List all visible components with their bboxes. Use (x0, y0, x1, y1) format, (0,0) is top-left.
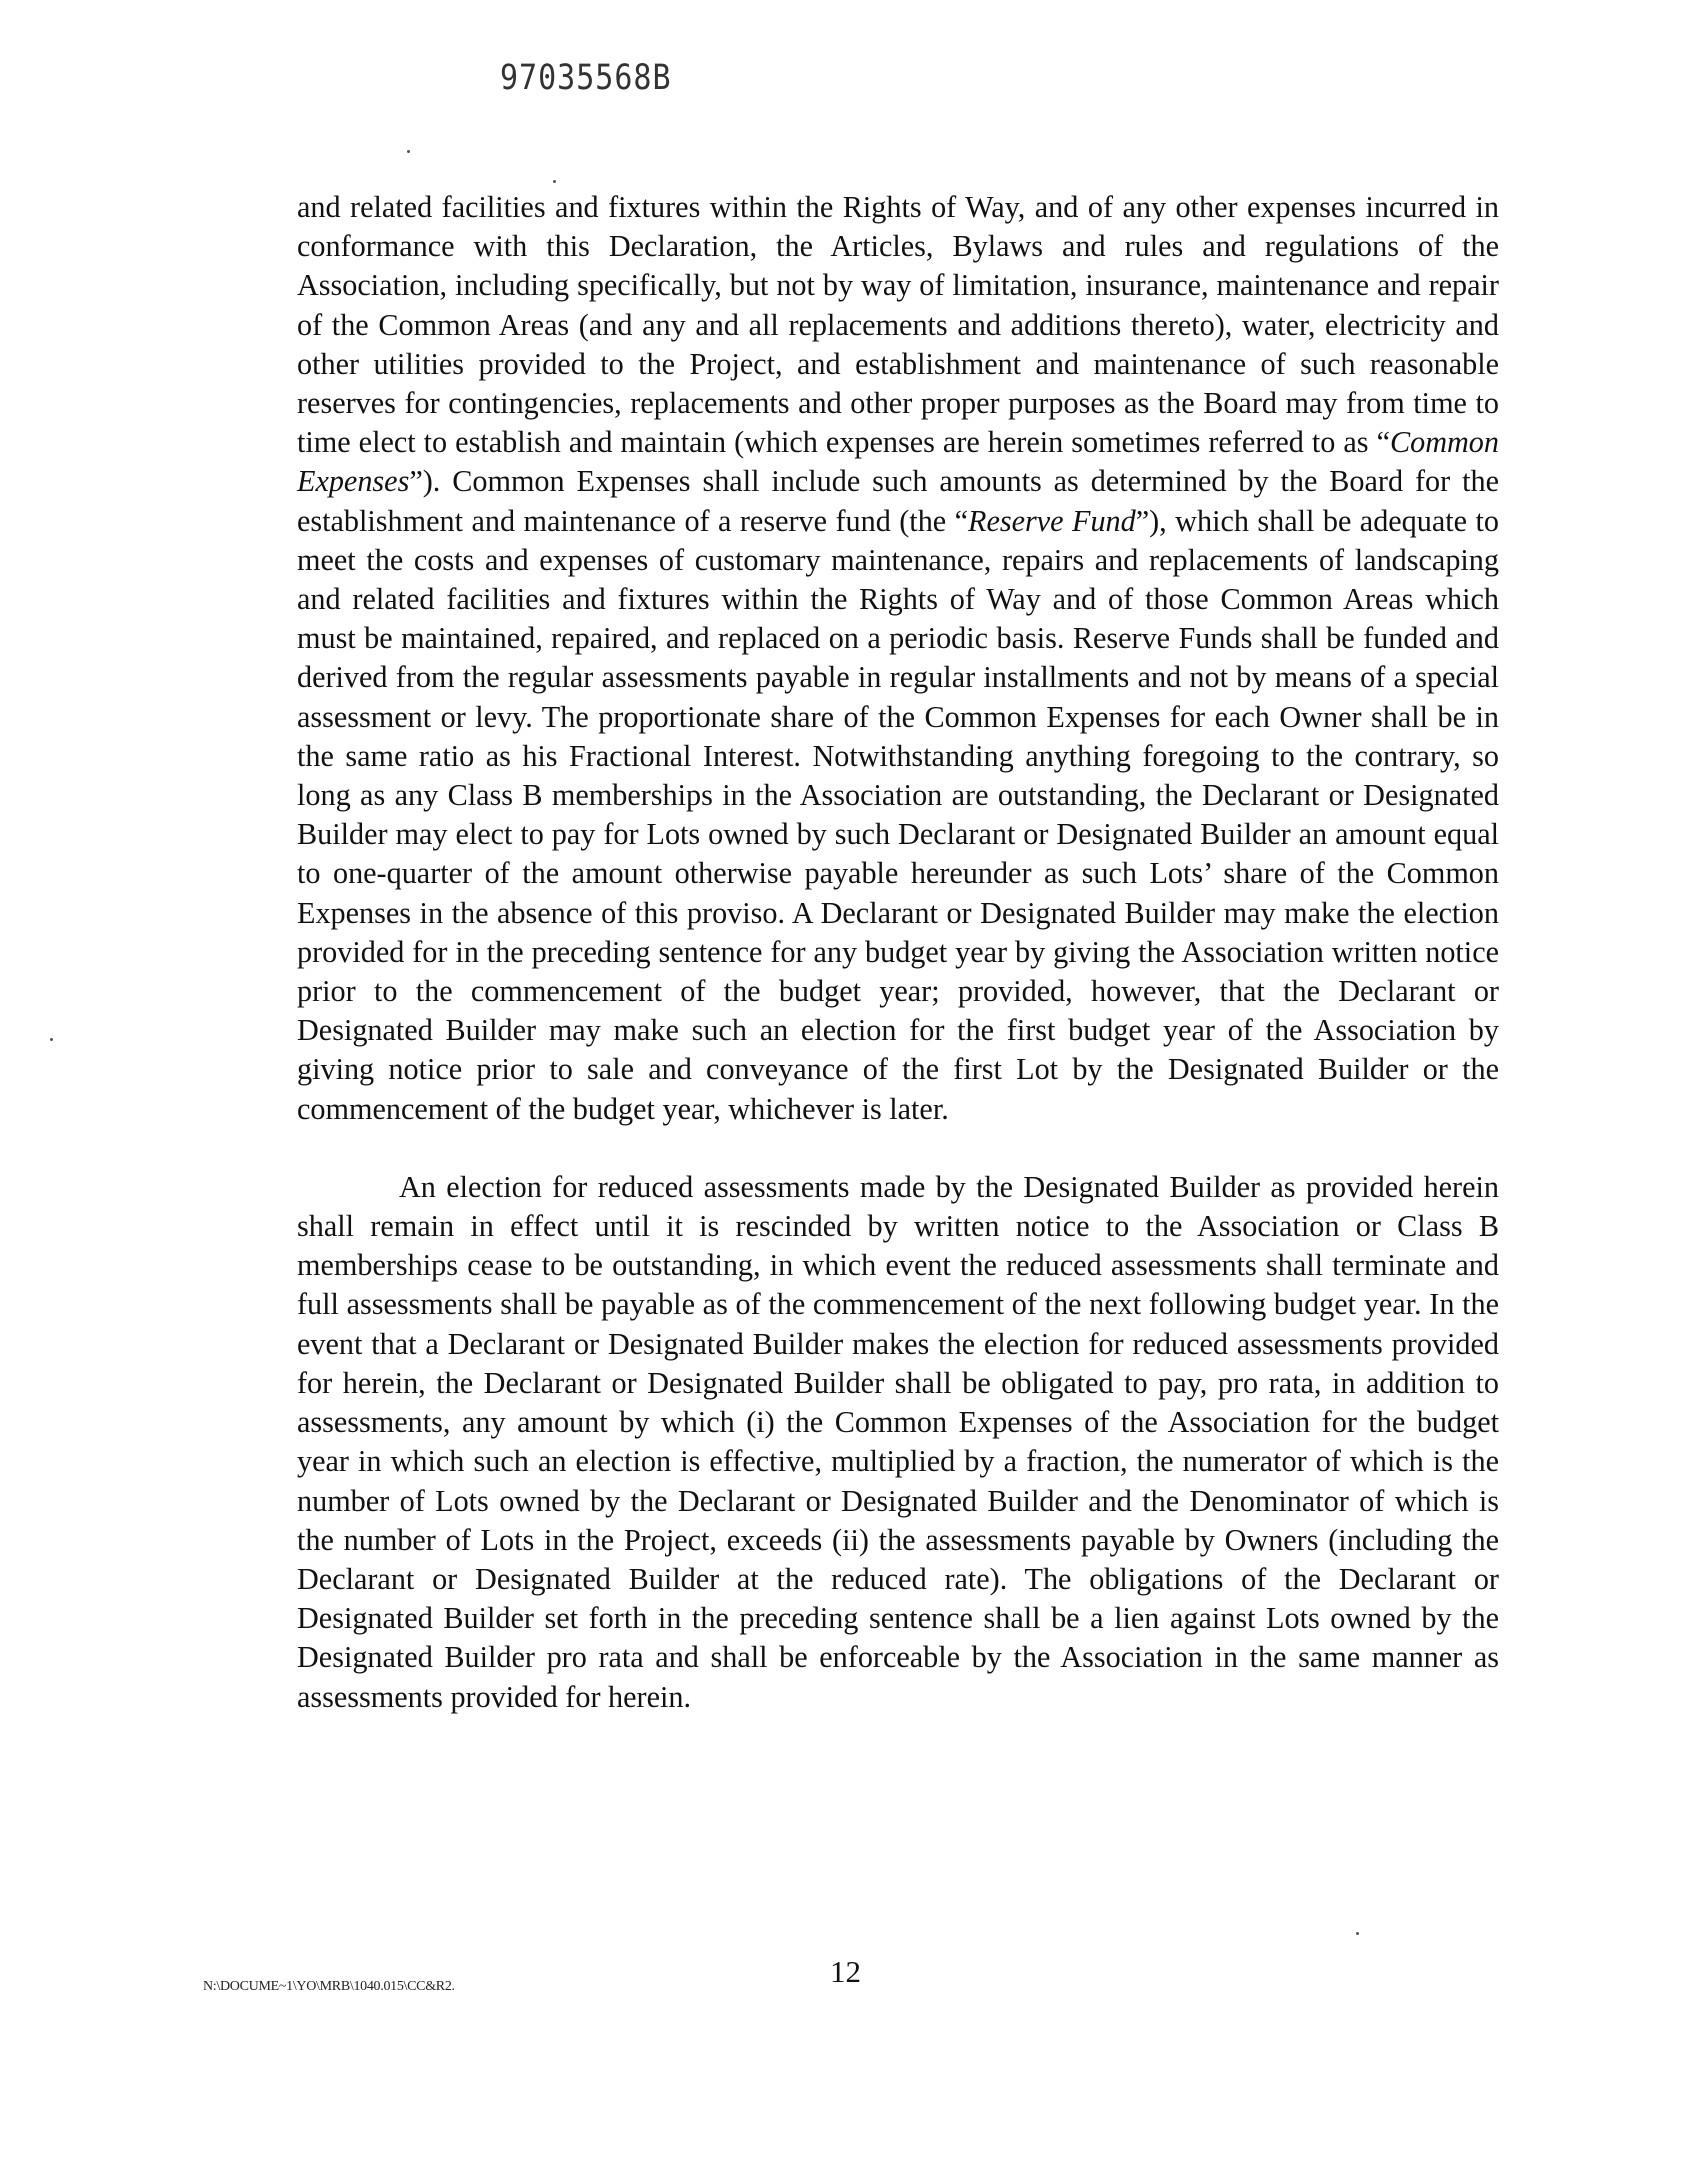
paragraph-text: ”), which shall be adequate to meet the costs and expenses of customary maintenance, repairs and replacements of landscaping and related facilities and fixtures within the Rights of Way and of those Common Areas which must be maintained, repaired, and replaced on a periodic basis. Reserve Funds shall be funded and derived from the regular assessments payable in regular installments and not by means of a special assessment or levy. The proportionate share of the Common Expenses for each Owner shall be in the same ratio as his Fractional Interest. Notwithstanding anything foregoing to the contrary, so long as any Class B memberships in the Association are outstanding, the Declarant or Designated Builder may elect to pay for Lots owned by such Declarant or Designated Builder an amount equal to one-quarter of the amount otherwise payable hereunder as such Lots’ share of the Common Expenses in the absence of this proviso. A Declarant or Designated Builder may make the election provided for in the preceding sentence for any budget year by giving the Association written notice prior to the commencement of the budget year; provided, however, that the Declarant or Designated Builder may make such an election for the first budget year of the Association by giving notice prior to sale and conveyance of the first Lot by the Designated Builder or the commencement of the budget year, whichever is later. (297, 503, 1499, 1126)
document-number-stamp: 97035568B (500, 58, 672, 99)
scan-speck (407, 150, 410, 153)
defined-term: Common Expenses (297, 425, 1499, 499)
defined-term: Reserve Fund (968, 503, 1136, 538)
scan-speck (1356, 1932, 1359, 1935)
paragraph-text: and related facilities and fixtures within the Rights of Way, and of any other expenses incurred in conformance with this Declaration, the Articles, Bylaws and rules and regulations of the Association, including specifically, but not by way of limitation, insurance, maintenance and repair of the Common Areas (and any and all replacements and additions thereto), water, electricity and other utilities provided to the Project, and establishment and maintenance of such reasonable reserves for contingencies, replacements and other proper purposes as the Board may from time to time elect to establish and maintain (which expenses are herein sometimes referred to as “ (297, 190, 1499, 460)
page-number: 12 (830, 1954, 861, 1989)
paragraph-text: ”). Common Expenses shall include such amounts as determined by the Board for the establishment and maintenance of a reserve fund (the “ (297, 464, 1499, 538)
scan-speck (553, 180, 556, 183)
body-text (297, 188, 1499, 1717)
footer-file-path: N:\DOCUME~1\YO\MRB\1040.015\CC&R2. (203, 1979, 455, 1994)
scan-speck (50, 1038, 53, 1041)
paragraph-common-expenses (297, 188, 1499, 1129)
paragraph-reduced-assessments: An election for reduced assessments made by the Designated Builder as provided herein shall remain in effect until it is rescinded by written notice to the Association or Class B memberships cease to be outstanding, in which event the reduced assessments shall terminate and full assessments shall be payable as of the commencement of the next following budget year. In the event that a Declarant or Designated Builder makes the election for reduced assessments provided for herein, the Declarant or Designated Builder shall be obligated to pay, pro rata, in addition to assessments, any amount by which (i) the Common Expenses of the Association for the budget year in which such an election is effective, multiplied by a fraction, the numerator of which is the number of Lots owned by the Declarant or Designated Builder and the Denominator of which is the number of Lots in the Project, exceeds (ii) the assessments payable by Owners (including the Declarant or Designated Builder at the reduced rate). The obligations of the Declarant or Designated Builder set forth in the preceding sentence shall be a lien against Lots owned by the Designated Builder pro rata and shall be enforceable by the Association in the same manner as assessments provided for herein. (297, 1169, 1499, 1714)
